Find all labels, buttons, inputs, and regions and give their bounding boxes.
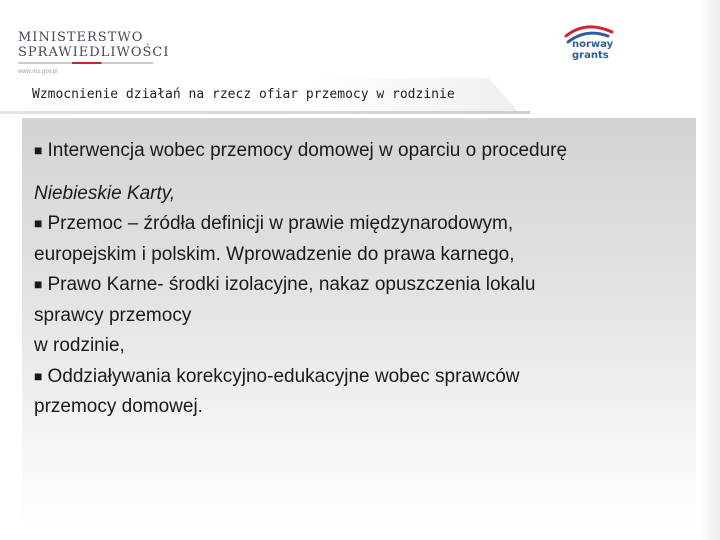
- slide-header: [0, 0, 720, 118]
- norway-grants-line2: grants: [572, 50, 609, 61]
- list-item-continuation: sprawcy przemocy: [34, 304, 192, 326]
- list-item-continuation: europejskim i polskim. Wprowadzenie do prawa karnego,: [34, 243, 515, 265]
- list-item-continuation: przemocy domowej.: [34, 396, 203, 417]
- norway-grants-line1: norway: [572, 39, 614, 50]
- ministry-logo-line1: MINISTERSTWO: [18, 30, 144, 45]
- list-item-continuation: w rodzinie,: [34, 335, 125, 356]
- list-item: [34, 209, 684, 240]
- header-title-bar-line: [0, 111, 530, 114]
- list-item-continuation: Niebieskie Karty,: [34, 182, 176, 204]
- ministry-logo-url: www.ms.gov.pl: [18, 69, 58, 75]
- right-decorative-strip: [700, 0, 720, 540]
- presentation-title: Wzmocnienie działań na rzecz ofiar przemocy w rodzinie: [32, 87, 455, 102]
- list-item-text: Przemoc – źródła definicji w prawie międzynarodowym,: [47, 213, 514, 234]
- list-item: [34, 270, 684, 301]
- list-item-text: Interwencja wobec przemocy domowej w oparciu o procedurę: [47, 140, 568, 161]
- bullet-square-icon: ■: [34, 276, 43, 292]
- slide-text-block: [34, 136, 684, 423]
- ministry-logo-line2: SPRAWIEDLIWOŚCI: [18, 45, 170, 60]
- list-item-text: Oddziaływania korekcyjno-edukacyjne wobec sprawców: [47, 365, 520, 387]
- list-item-text: Prawo Karne- środki izolacyjne, nakaz opuszczenia lokalu: [47, 274, 536, 295]
- list-item: [34, 136, 684, 167]
- ministry-logo: [18, 30, 168, 82]
- norway-grants-text: [572, 39, 613, 61]
- norway-grants-logo: [556, 22, 636, 78]
- bullet-square-icon: ■: [34, 367, 43, 384]
- list-item: [34, 362, 684, 393]
- bullet-square-icon: ■: [34, 142, 43, 158]
- ministry-logo-underline: [18, 62, 153, 64]
- slide-content: [22, 118, 696, 530]
- bullet-square-icon: ■: [34, 215, 43, 231]
